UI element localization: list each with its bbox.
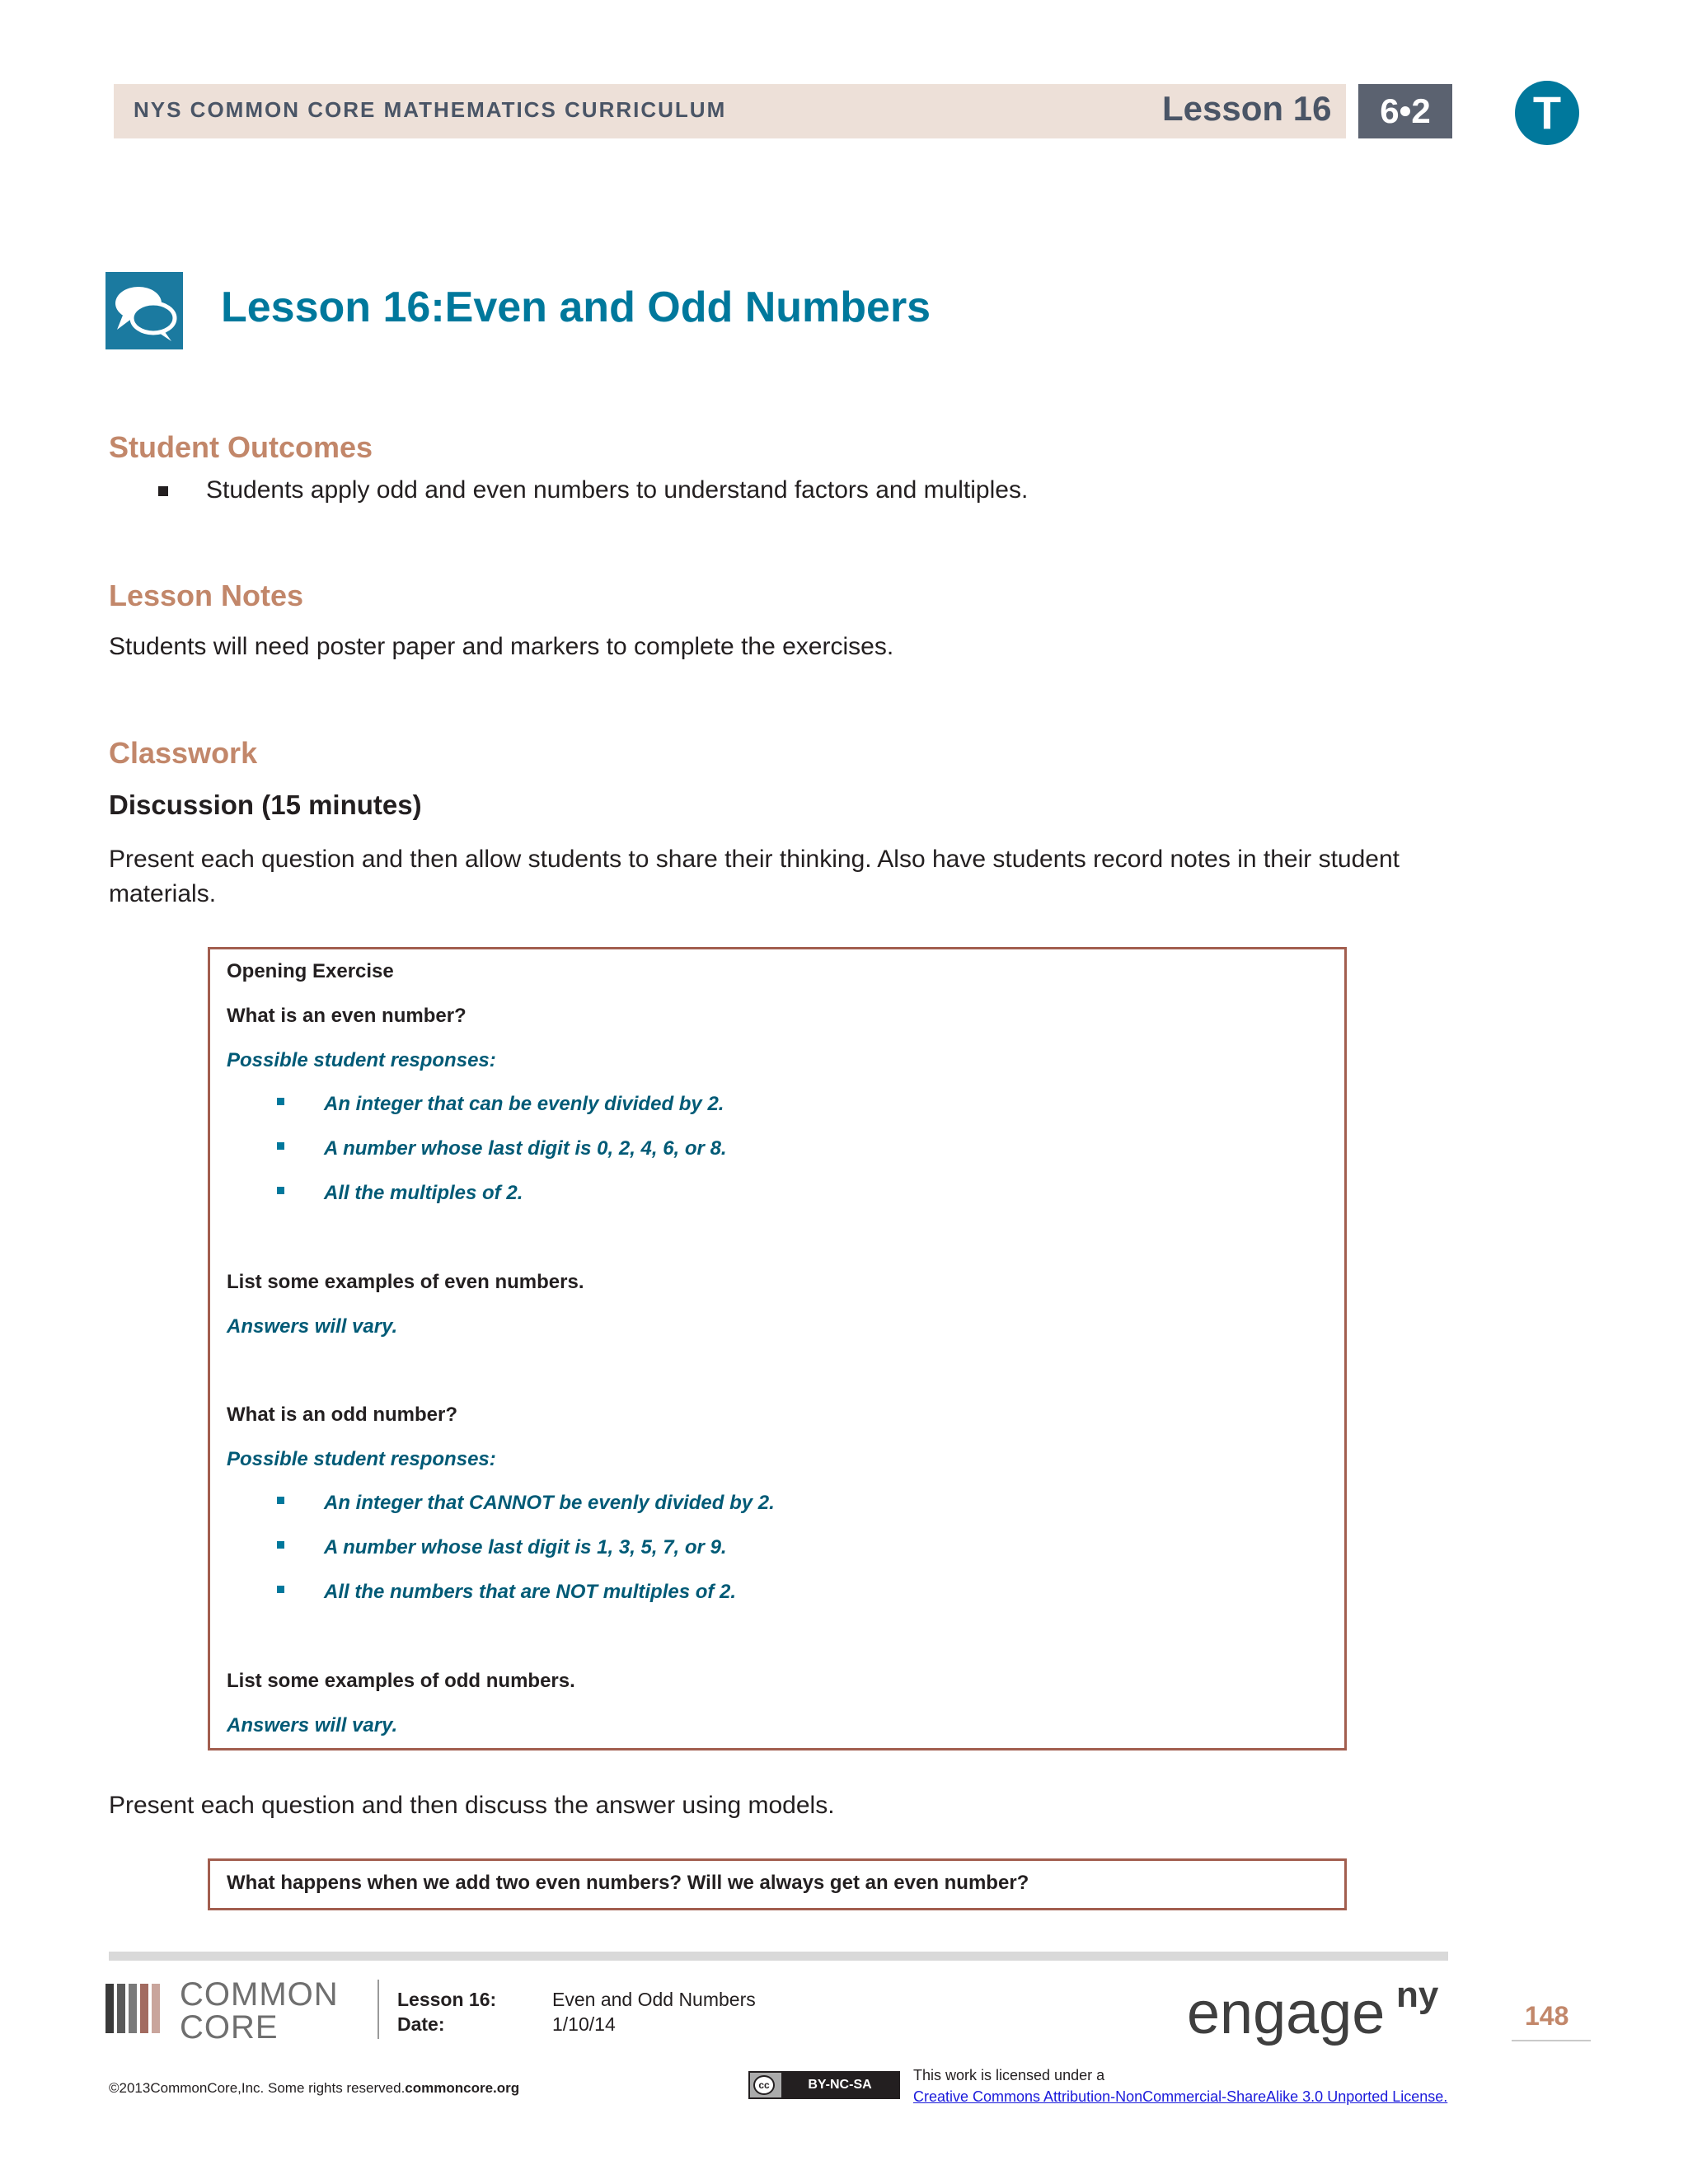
grade-module-badge: 6•2 xyxy=(1358,84,1452,138)
response-item: An integer that CANNOT be evenly divided by 2. xyxy=(324,1492,775,1514)
footer-divider xyxy=(377,1980,379,2039)
logo-common: COMMON xyxy=(180,1976,339,2013)
lesson-notes-heading: Lesson Notes xyxy=(109,579,304,612)
response-item: An integer that can be evenly divided by 2. xyxy=(324,1093,724,1115)
footer-date-value: 1/10/14 xyxy=(552,2013,616,2035)
response-item: A number whose last digit is 0, 2, 4, 6, or 8. xyxy=(324,1137,727,1160)
copyright-text xyxy=(109,2080,519,2097)
engage-ny-superscript: ny xyxy=(1396,1975,1439,2015)
question-even-examples: List some examples of even numbers. xyxy=(227,1271,584,1293)
answer-even-examples: Answers will vary. xyxy=(227,1315,398,1338)
curriculum-title: NYS COMMON CORE MATHEMATICS CURRICULUM xyxy=(134,97,727,122)
bullet-icon xyxy=(277,1541,284,1549)
cc-circle-icon: cc xyxy=(753,2075,775,2095)
bullet-icon xyxy=(277,1586,284,1593)
bullet-icon xyxy=(277,1142,284,1150)
question-even-number: What is an even number? xyxy=(227,1005,467,1027)
copyright-site-link[interactable]: commoncore.org xyxy=(405,2080,520,2096)
student-outcomes-heading: Student Outcomes xyxy=(109,430,373,464)
models-intro-text: Present each question and then discuss the answer using models. xyxy=(109,1792,835,1819)
answer-odd-examples: Answers will vary. xyxy=(227,1714,398,1736)
creative-commons-badge xyxy=(748,2071,900,2099)
question-add-evens: What happens when we add two even numbers? Will we always get an even number? xyxy=(227,1872,1029,1894)
header-lesson-number: Lesson 16 xyxy=(1162,89,1332,128)
logo-core: CORE xyxy=(180,2009,279,2046)
bullet-icon xyxy=(277,1098,284,1105)
license-text: This work is licensed under a xyxy=(913,2067,1105,2083)
response-item: A number whose last digit is 1, 3, 5, 7, or 9. xyxy=(324,1536,727,1558)
copyright-prefix: ©2013CommonCore,Inc. Some rights reserved. xyxy=(109,2080,406,2096)
lesson-notes-text: Students will need poster paper and markers to complete the exercises. xyxy=(109,633,894,660)
discussion-intro-line1: Present each question and then allow students to share their thinking. Also have students record notes in their student xyxy=(109,846,1400,873)
footer-date-label: Date: xyxy=(397,2013,445,2035)
bullet-icon xyxy=(277,1497,284,1504)
bullet-icon xyxy=(158,486,168,496)
page-number: 148 xyxy=(1525,2001,1569,2031)
discussion-intro-line2: materials. xyxy=(109,880,217,907)
footer-lesson-value: Even and Odd Numbers xyxy=(552,1989,756,2010)
outcome-item: Students apply odd and even numbers to understand factors and multiples. xyxy=(206,476,1029,504)
page-number-underline xyxy=(1512,2040,1591,2041)
question-odd-number: What is an odd number? xyxy=(227,1404,457,1426)
response-item: All the multiples of 2. xyxy=(324,1182,523,1204)
classwork-heading: Classwork xyxy=(109,736,258,770)
discussion-speech-bubbles-icon xyxy=(106,272,183,349)
license-link[interactable]: Creative Commons Attribution-NonCommercial-ShareAlike 3.0 Unported License. xyxy=(913,2088,1448,2105)
responses-label: Possible student responses: xyxy=(227,1448,496,1470)
bullet-icon xyxy=(277,1187,284,1194)
question-odd-examples: List some examples of odd numbers. xyxy=(227,1670,575,1692)
cc-license-type: BY-NC-SA xyxy=(781,2073,898,2097)
lesson-title: Lesson 16:Even and Odd Numbers xyxy=(221,284,931,331)
discussion-heading: Discussion (15 minutes) xyxy=(109,790,422,820)
footer-lesson-label: Lesson 16: xyxy=(397,1989,497,2010)
footer-rule xyxy=(109,1952,1448,1961)
opening-exercise-title: Opening Exercise xyxy=(227,960,394,982)
responses-label: Possible student responses: xyxy=(227,1049,496,1071)
response-item: All the numbers that are NOT multiples of 2. xyxy=(324,1581,737,1603)
common-core-logo-icon xyxy=(106,1982,171,2035)
teacher-badge-icon: T xyxy=(1515,81,1579,145)
engage-logo: engage xyxy=(1187,1980,1386,2046)
